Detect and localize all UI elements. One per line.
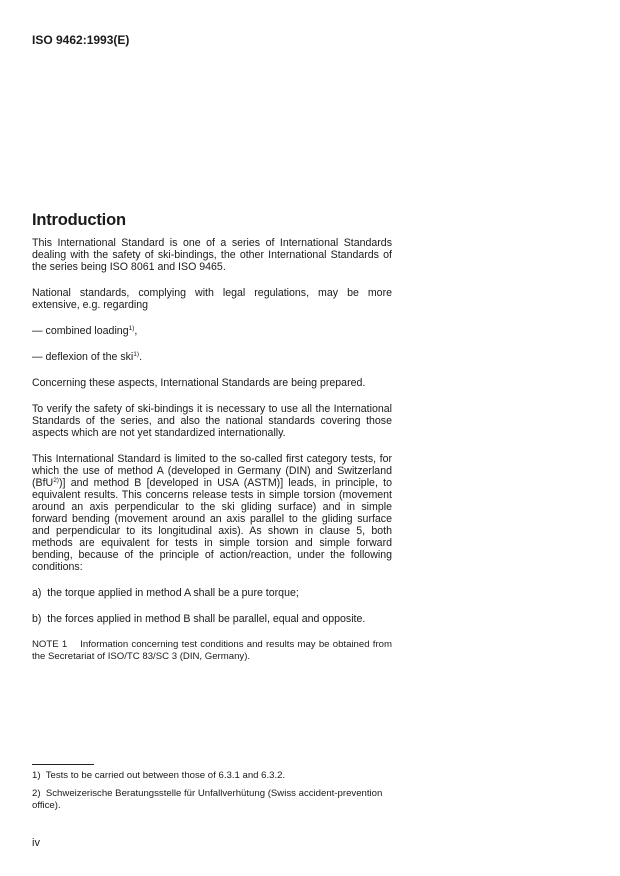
introduction-body [32,237,395,677]
list-item-text: — deflexion of the ski [32,351,134,363]
page-number: iv [32,837,40,849]
list-item-text: — combined loading [32,325,129,337]
paragraph: Concerning these aspects, International Standards are being prepared. [32,377,366,389]
section-title: Introduction [32,211,126,229]
footnote-ref: 1) [133,351,140,358]
document-id-header: ISO 9462:1993(E) [32,33,130,47]
footnotes [32,770,392,818]
footnote-ref: 1) [128,325,135,332]
note: NOTE 1 Information concerning test conditions and results may be obtained from the Secretariat of ISO/TC 83/SC 3 (DIN, Germany). [32,639,395,662]
paragraph [32,453,392,573]
condition-a: a) the torque applied in method A shall be a pure torque; [32,587,299,599]
footnote: 1) Tests to be carried out between those of 6.3.1 and 6.3.2. [32,770,286,781]
footnote: 2) Schweizerische Beratungsstelle für Unfallverhütung (Swiss accident-prevention office). [32,788,386,811]
footnote-divider [32,764,94,765]
condition-b: b) the forces applied in method B shall be parallel, equal and opposite. [32,613,366,625]
list-item [32,351,392,363]
punct: . [139,351,143,363]
paragraph: National standards, complying with legal regulations, may be more extensive, e.g. regarding [32,287,392,311]
list-item [32,325,392,337]
paragraph: This International Standard is one of a series of International Standards dealing with the safety of ski-bindings, the other International Standards of the series being ISO 8061 and ISO 9465. [32,237,392,273]
footnote-ref: 2) [53,477,59,484]
punct: , [134,325,138,337]
paragraph-text: )] and method B [developed in USA (ASTM)] leads, in principle, to equivalent results. This concerns release tests in simple torsion (movement around an axis perpendicular to the ski gliding surface) and in simple forward bending (movement around an axis parallel to the gliding surface and perpendicular to its longitudinal axis). As shown in clause 5, both methods are equivalent for tests in simple torsion and simple forward bending, because of the principle of action/reaction, under the following conditions: [32,477,392,573]
paragraph: To verify the safety of ski-bindings it is necessary to use all the International Standards of the series, and also the national standards covering those aspects which are not yet standardized internationally. [32,403,392,439]
paragraph-text: This International Standard is limited to the so-called first category tests, for which the use of method A (developed in Germany (DIN) and Switzerland (BfU [32,453,392,489]
